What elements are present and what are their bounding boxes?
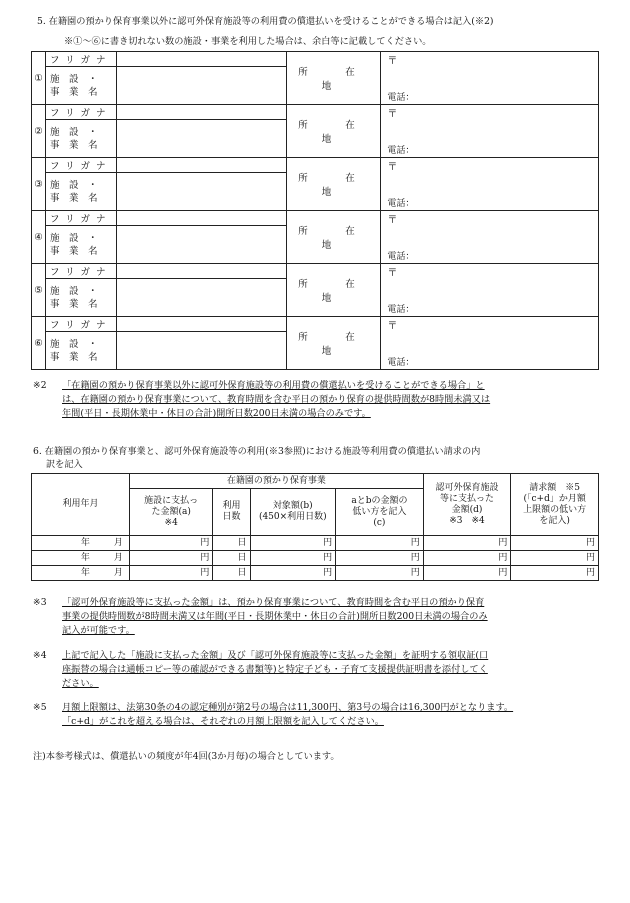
section6-title-line1: 6. 在籍園の預かり保育事業と、認可外保育施設等の利用(※3参照)における施設等利用費の償還払い請求の内 bbox=[33, 446, 481, 457]
yen-unit: 円 bbox=[410, 567, 420, 578]
facility-row-number: ⑥ bbox=[32, 317, 46, 370]
amount-c-field[interactable] bbox=[336, 566, 424, 581]
facility-name-label bbox=[45, 173, 116, 211]
facility-name-field[interactable] bbox=[116, 120, 286, 158]
address-field[interactable] bbox=[381, 317, 599, 370]
address-field[interactable] bbox=[381, 105, 599, 158]
header-e-line3: 上限額の低い方 bbox=[523, 504, 587, 515]
year-unit: 年 bbox=[80, 537, 90, 548]
yen-unit: 円 bbox=[410, 537, 420, 548]
furigana-label: フリガナ bbox=[45, 211, 116, 226]
facility-name-field[interactable] bbox=[116, 332, 286, 370]
facility-row-number: ② bbox=[32, 105, 46, 158]
postal-mark: 〒 bbox=[387, 321, 398, 332]
facility-name-label-line2: 事 業 名 bbox=[49, 245, 98, 257]
month-unit: 月 bbox=[113, 552, 123, 563]
header-b bbox=[250, 489, 336, 536]
facility-name-label-line2: 事 業 名 bbox=[49, 298, 98, 310]
claim-row bbox=[32, 536, 599, 551]
month-field[interactable] bbox=[32, 566, 130, 581]
header-a bbox=[129, 489, 213, 536]
facility-name-label-line2: 事 業 名 bbox=[49, 86, 98, 98]
claim-table bbox=[31, 473, 599, 581]
facility-name-label bbox=[45, 67, 116, 105]
furigana-field[interactable] bbox=[116, 317, 286, 332]
furigana-field[interactable] bbox=[116, 211, 286, 226]
header-d-line2: 等に支払った bbox=[440, 493, 495, 504]
header-e-line2: (「c+d」か月額 bbox=[523, 493, 586, 504]
phone-label: 電話： bbox=[387, 199, 415, 209]
amount-d-field[interactable] bbox=[423, 566, 511, 581]
days-field[interactable] bbox=[213, 536, 250, 551]
facility-name-label-line1: 施 設 ・ bbox=[49, 179, 98, 191]
facility-row-number: ③ bbox=[32, 158, 46, 211]
note3-mark: ※3 bbox=[33, 597, 47, 608]
amount-b-field[interactable] bbox=[250, 566, 336, 581]
yen-unit: 円 bbox=[323, 567, 333, 578]
section5-subnote: ※①～⑥に書き切れない数の施設・事業を利用した場合は、余白等に記載してください。 bbox=[64, 36, 432, 47]
header-e bbox=[511, 474, 599, 536]
amount-a-field[interactable] bbox=[129, 551, 213, 566]
year-unit: 年 bbox=[80, 567, 90, 578]
phone-label: 電話： bbox=[387, 93, 415, 103]
phone-label: 電話： bbox=[387, 252, 415, 262]
postal-mark: 〒 bbox=[387, 109, 398, 120]
claim-row bbox=[32, 551, 599, 566]
header-c-line1: aとbの金額の bbox=[351, 495, 408, 506]
phone-label: 電話： bbox=[387, 358, 415, 368]
address-label: 所 在 地 bbox=[286, 211, 381, 264]
amount-a-field[interactable] bbox=[129, 536, 213, 551]
amount-d-field[interactable] bbox=[423, 536, 511, 551]
facility-row bbox=[32, 105, 599, 120]
header-e-line1: 請求額 ※5 bbox=[529, 482, 581, 493]
claim-amount-field[interactable] bbox=[511, 566, 599, 581]
note3-line2: 事業の提供時間数が8時間未満又は年間(平日・長期休業中・休日の合計)開所日数200日未満の場合のみ bbox=[62, 611, 488, 622]
facility-name-label-line1: 施 設 ・ bbox=[49, 73, 98, 85]
amount-d-field[interactable] bbox=[423, 551, 511, 566]
facility-table-body bbox=[32, 52, 599, 370]
day-unit: 日 bbox=[237, 552, 247, 563]
note5-line1: 月額上限額は、法第30条の4の認定種別が第2号の場合は11,300円、第3号の場合は16,300円がとなります。 bbox=[62, 702, 514, 713]
header-d-line1: 認可外保育施設 bbox=[435, 482, 499, 493]
address-field[interactable] bbox=[381, 264, 599, 317]
claim-table-body bbox=[32, 536, 599, 581]
yen-unit: 円 bbox=[200, 537, 210, 548]
facility-name-label-line1: 施 設 ・ bbox=[49, 232, 98, 244]
furigana-field[interactable] bbox=[116, 158, 286, 173]
days-field[interactable] bbox=[213, 551, 250, 566]
furigana-label: フリガナ bbox=[45, 105, 116, 120]
header-month: 利用年月 bbox=[32, 474, 130, 536]
facility-name-field[interactable] bbox=[116, 226, 286, 264]
claim-amount-field[interactable] bbox=[511, 551, 599, 566]
furigana-label: フリガナ bbox=[45, 317, 116, 332]
phone-label: 電話： bbox=[387, 146, 415, 156]
claim-amount-field[interactable] bbox=[511, 536, 599, 551]
note5-line2: 「c+d」がこれを超える場合は、それぞれの月額上限額を記入してください。 bbox=[62, 716, 384, 727]
furigana-field[interactable] bbox=[116, 105, 286, 120]
phone-label: 電話： bbox=[387, 305, 415, 315]
header-c bbox=[336, 489, 424, 536]
furigana-field[interactable] bbox=[116, 264, 286, 279]
section6-title-line2: 訳を記入 bbox=[46, 459, 83, 470]
header-days-line2: 日数 bbox=[222, 512, 241, 522]
month-field[interactable] bbox=[32, 551, 130, 566]
header-a-line2: た金額(a) bbox=[151, 506, 191, 517]
yen-unit: 円 bbox=[498, 552, 508, 563]
facility-name-label bbox=[45, 279, 116, 317]
note4-line1: 上記で記入した「施設に支払った金額」及び「認可外保育施設等に支払った金額」を証明する領収証(口 bbox=[62, 650, 489, 661]
footer-note: 注)本参考様式は、償還払いの頻度が年4回(3か月毎)の場合としています。 bbox=[33, 751, 340, 762]
facility-row bbox=[32, 264, 599, 279]
note5-mark: ※5 bbox=[33, 702, 47, 713]
yen-unit: 円 bbox=[410, 552, 420, 563]
facility-name-label bbox=[45, 332, 116, 370]
header-e-line4: を記入) bbox=[539, 515, 570, 526]
address-label: 所 在 地 bbox=[286, 317, 381, 370]
address-label: 所 在 地 bbox=[286, 264, 381, 317]
amount-b-field[interactable] bbox=[250, 536, 336, 551]
amount-b-field[interactable] bbox=[250, 551, 336, 566]
facility-name-field[interactable] bbox=[116, 279, 286, 317]
facility-row bbox=[32, 52, 599, 67]
header-group: 在籍園の預かり保育事業 bbox=[129, 474, 423, 489]
postal-mark: 〒 bbox=[387, 268, 398, 279]
facility-row-number: ④ bbox=[32, 211, 46, 264]
year-unit: 年 bbox=[80, 552, 90, 563]
yen-unit: 円 bbox=[498, 537, 508, 548]
facility-name-label-line1: 施 設 ・ bbox=[49, 126, 98, 138]
header-d bbox=[423, 474, 511, 536]
address-label: 所 在 地 bbox=[286, 158, 381, 211]
facility-row-number: ① bbox=[32, 52, 46, 105]
amount-a-field[interactable] bbox=[129, 566, 213, 581]
note4-mark: ※4 bbox=[33, 650, 47, 661]
header-b-line2: (450×利用日数) bbox=[258, 512, 327, 522]
facility-table bbox=[31, 51, 599, 370]
header-days bbox=[213, 489, 250, 536]
claim-row bbox=[32, 566, 599, 581]
facility-name-label bbox=[45, 120, 116, 158]
facility-name-field[interactable] bbox=[116, 67, 286, 105]
yen-unit: 円 bbox=[585, 567, 595, 578]
address-field[interactable] bbox=[381, 211, 599, 264]
note3-line1: 「認可外保育施設等に支払った金額」は、預かり保育事業について、教育時間を含む平日の預かり保育 bbox=[62, 597, 485, 608]
amount-c-field[interactable] bbox=[336, 536, 424, 551]
header-days-line1: 利用 bbox=[222, 501, 241, 511]
days-field[interactable] bbox=[213, 566, 250, 581]
facility-row bbox=[32, 158, 599, 173]
header-c-line2: 低い方を記入 bbox=[352, 506, 407, 517]
note2-line1: 「在籍園の預かり保育事業以外に認可外保育施設等の利用費の償還払いを受けることができる場合」と bbox=[62, 380, 485, 391]
furigana-field[interactable] bbox=[116, 52, 286, 67]
day-unit: 日 bbox=[237, 537, 247, 548]
furigana-label: フリガナ bbox=[45, 158, 116, 173]
day-unit: 日 bbox=[237, 567, 247, 578]
address-field[interactable] bbox=[381, 158, 599, 211]
yen-unit: 円 bbox=[200, 552, 210, 563]
note3-line3: 記入が可能です。 bbox=[62, 625, 135, 636]
yen-unit: 円 bbox=[585, 537, 595, 548]
header-a-line1: 施設に支払っ bbox=[144, 495, 199, 506]
header-d-line3: 金額(d) bbox=[451, 504, 483, 515]
address-label: 所 在 地 bbox=[286, 105, 381, 158]
month-unit: 月 bbox=[113, 567, 123, 578]
note2-mark: ※2 bbox=[33, 380, 47, 391]
header-c-line3: (c) bbox=[373, 517, 386, 528]
facility-row bbox=[32, 211, 599, 226]
amount-c-field[interactable] bbox=[336, 551, 424, 566]
facility-row-number: ⑤ bbox=[32, 264, 46, 317]
facility-name-field[interactable] bbox=[116, 173, 286, 211]
month-field[interactable] bbox=[32, 536, 130, 551]
facility-name-label-line2: 事 業 名 bbox=[49, 139, 98, 151]
postal-mark: 〒 bbox=[387, 56, 398, 67]
facility-name-label bbox=[45, 226, 116, 264]
yen-unit: 円 bbox=[498, 567, 508, 578]
address-label: 所 在 地 bbox=[286, 52, 381, 105]
facility-name-label-line2: 事 業 名 bbox=[49, 351, 98, 363]
note2-line3: 年間(平日・長期休業中・休日の合計)開所日数200日未満の場合のみです。 bbox=[62, 408, 371, 419]
yen-unit: 円 bbox=[585, 552, 595, 563]
note2-line2: は、在籍園の預かり保育事業について、教育時間を含む平日の預かり保育の提供時間数が8時間未満又は bbox=[62, 394, 491, 405]
header-b-line1: 対象額(b) bbox=[272, 501, 313, 511]
header-a-line3: ※4 bbox=[164, 517, 178, 528]
facility-name-label-line1: 施 設 ・ bbox=[49, 338, 98, 350]
note4-line3: ださい。 bbox=[62, 678, 99, 689]
furigana-label: フリガナ bbox=[45, 264, 116, 279]
facility-name-label-line1: 施 設 ・ bbox=[49, 285, 98, 297]
yen-unit: 円 bbox=[200, 567, 210, 578]
note4-line2: 座振替の場合は通帳コピー等の確認ができる書類等)と特定子ども・子育て支援提供証明書を添付してく bbox=[62, 664, 488, 675]
header-d-line4: ※3 ※4 bbox=[449, 515, 485, 526]
facility-row bbox=[32, 317, 599, 332]
postal-mark: 〒 bbox=[387, 215, 398, 226]
yen-unit: 円 bbox=[323, 537, 333, 548]
facility-name-label-line2: 事 業 名 bbox=[49, 192, 98, 204]
month-unit: 月 bbox=[113, 537, 123, 548]
address-field[interactable] bbox=[381, 52, 599, 105]
postal-mark: 〒 bbox=[387, 162, 398, 173]
section5-title: 5. 在籍園の預かり保育事業以外に認可外保育施設等の利用費の償還払いを受けることができる場合は記入(※2) bbox=[37, 16, 494, 27]
furigana-label: フリガナ bbox=[45, 52, 116, 67]
yen-unit: 円 bbox=[323, 552, 333, 563]
